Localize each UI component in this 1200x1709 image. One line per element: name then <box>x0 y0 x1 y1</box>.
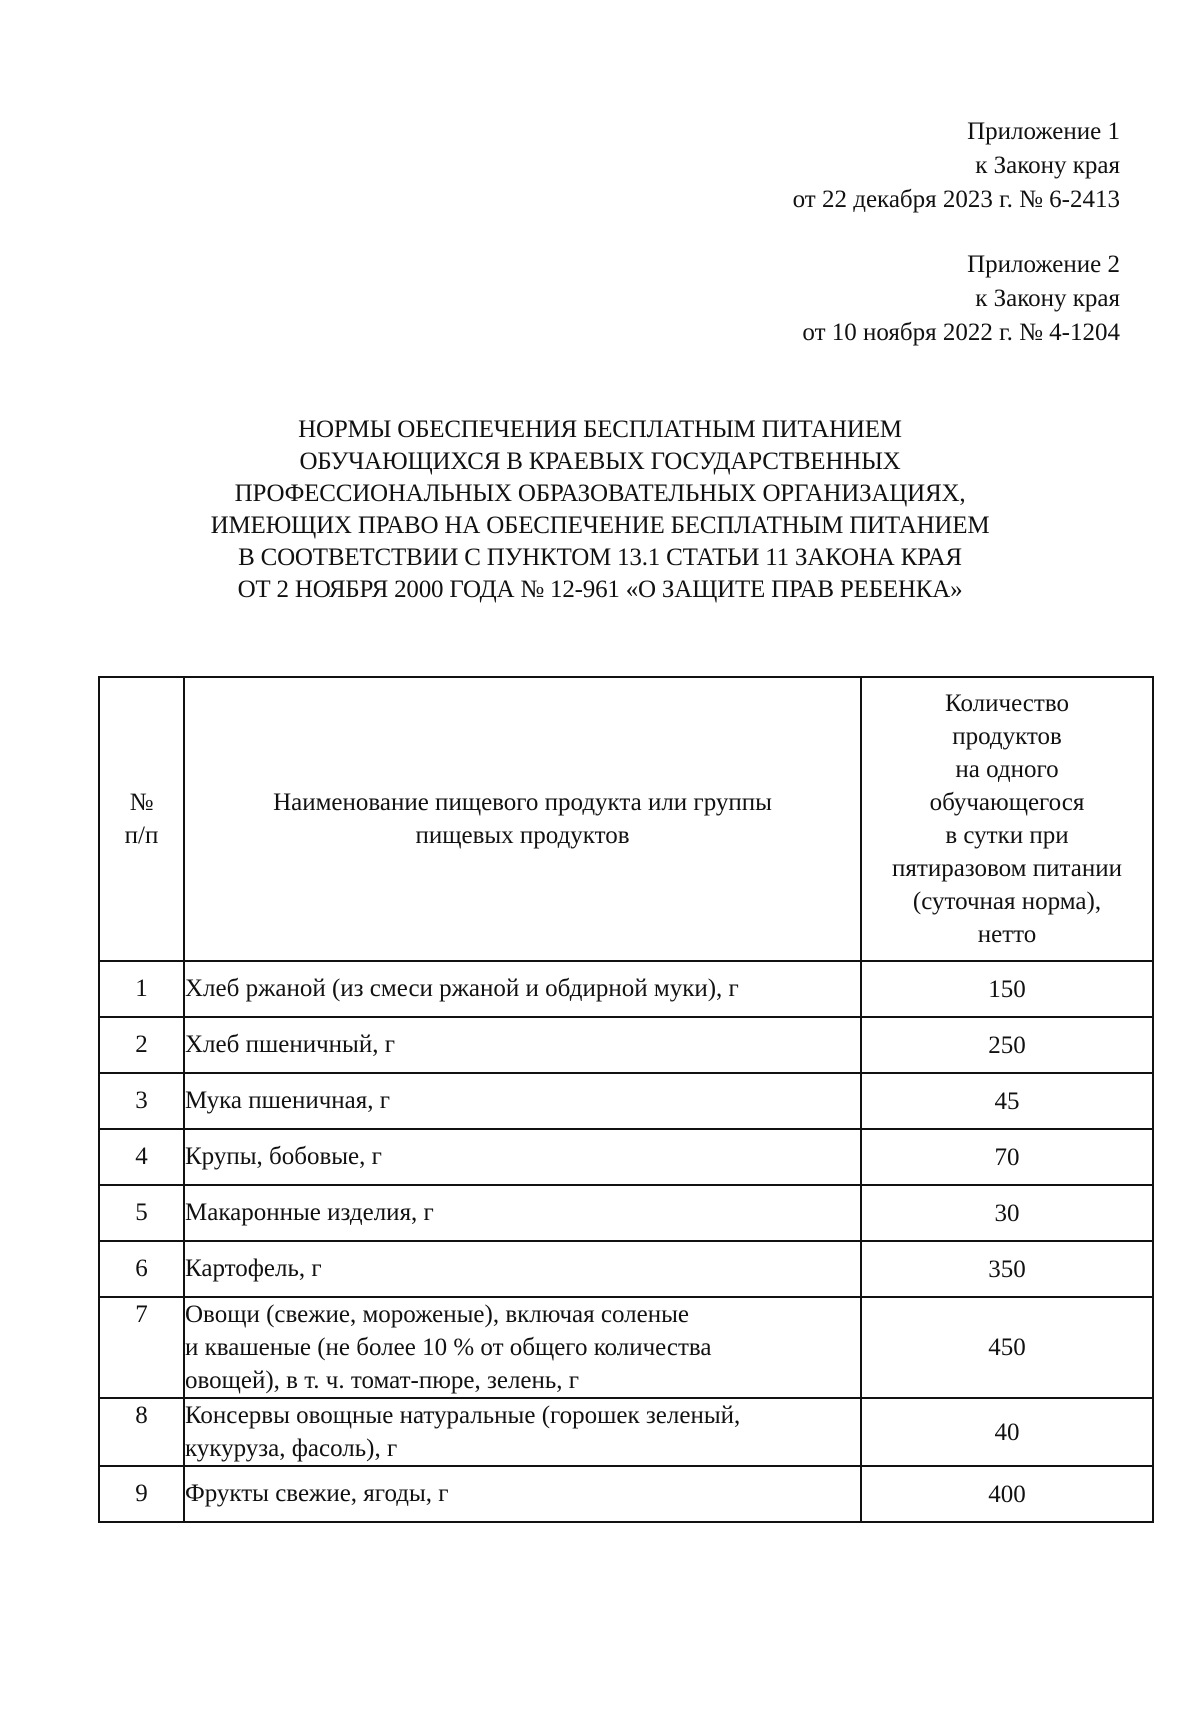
appendix-1-date: от 22 декабря 2023 г. № 6-2413 <box>792 186 1120 213</box>
product-quantity: 150 <box>861 961 1153 1017</box>
product-quantity: 45 <box>861 1073 1153 1129</box>
table-row <box>99 1185 1153 1241</box>
product-name <box>184 1241 861 1297</box>
table-row <box>99 1017 1153 1073</box>
product-name-line: Крупы, бобовые, г <box>185 1143 382 1170</box>
product-name-line: Мука пшеничная, г <box>185 1087 391 1114</box>
header-quantity-line: обучающегося <box>929 789 1085 816</box>
product-quantity: 250 <box>861 1017 1153 1073</box>
product-name <box>184 1185 861 1241</box>
product-name-line: Макаронные изделия, г <box>185 1199 434 1226</box>
title-line: НОРМЫ ОБЕСПЕЧЕНИЯ БЕСПЛАТНЫМ ПИТАНИЕМ <box>298 416 902 443</box>
product-name-line: Овощи (свежие, мороженые), включая соленые <box>185 1301 690 1328</box>
header-quantity-line: Количество <box>945 690 1069 717</box>
row-number: 4 <box>99 1129 184 1185</box>
table-row <box>99 961 1153 1017</box>
appendix-2-number: Приложение 2 <box>967 251 1120 278</box>
row-number: 1 <box>99 961 184 1017</box>
header-quantity-line: пятиразовом питании <box>892 855 1122 882</box>
header-quantity-line: в сутки при <box>945 822 1069 849</box>
table-row <box>99 1129 1153 1185</box>
product-name-line: Картофель, г <box>185 1255 322 1282</box>
header-quantity <box>861 677 1153 961</box>
header-product-name <box>184 677 861 961</box>
header-quantity-line: продуктов <box>952 723 1062 750</box>
product-name-line: Консервы овощные натуральные (горошек зеленый, <box>185 1402 741 1429</box>
header-quantity-line: (суточная норма), <box>912 888 1102 915</box>
product-quantity: 350 <box>861 1241 1153 1297</box>
title-line: В СООТВЕТСТВИИ С ПУНКТОМ 13.1 СТАТЬИ 11 ЗАКОНА КРАЯ <box>238 544 962 571</box>
title-line: ОБУЧАЮЩИХСЯ В КРАЕВЫХ ГОСУДАРСТВЕННЫХ <box>299 448 901 475</box>
row-number: 6 <box>99 1241 184 1297</box>
document-title <box>100 414 1100 606</box>
appendix-2-reference <box>802 248 1120 350</box>
title-line: ИМЕЮЩИХ ПРАВО НА ОБЕСПЕЧЕНИЕ БЕСПЛАТНЫМ ПИТАНИЕМ <box>210 512 990 539</box>
row-number: 9 <box>99 1466 184 1522</box>
table-row <box>99 1466 1153 1522</box>
product-name <box>184 1466 861 1522</box>
title-line: ПРОФЕССИОНАЛЬНЫХ ОБРАЗОВАТЕЛЬНЫХ ОРГАНИЗАЦИЯХ, <box>234 480 966 507</box>
header-product-name-line: Наименование пищевого продукта или группы <box>273 789 772 816</box>
table-row <box>99 1241 1153 1297</box>
header-product-name-line: пищевых продуктов <box>415 822 630 849</box>
row-number: 3 <box>99 1073 184 1129</box>
product-name <box>184 1297 861 1398</box>
appendix-2-law: к Закону края <box>975 285 1120 312</box>
table-header-row <box>99 677 1153 961</box>
appendix-2-date: от 10 ноября 2022 г. № 4-1204 <box>802 319 1120 346</box>
appendix-1-law: к Закону края <box>975 152 1120 179</box>
product-name-line: овощей), в т. ч. томат-пюре, зелень, г <box>185 1367 580 1394</box>
product-quantity: 400 <box>861 1466 1153 1522</box>
food-norms-table <box>98 676 1154 1523</box>
header-quantity-line: на одного <box>955 756 1059 783</box>
header-number-symbol: № <box>129 789 154 816</box>
product-name-line: Хлеб пшеничный, г <box>185 1031 395 1058</box>
product-name-line: Хлеб ржаной (из смеси ржаной и обдирной муки), г <box>185 975 739 1002</box>
header-number-abbr: п/п <box>124 822 159 849</box>
product-quantity: 70 <box>861 1129 1153 1185</box>
row-number: 7 <box>99 1297 184 1398</box>
appendix-1-reference <box>793 115 1120 217</box>
header-number <box>99 677 184 961</box>
header-quantity-line: нетто <box>977 921 1037 948</box>
product-name <box>184 1398 861 1466</box>
title-line: ОТ 2 НОЯБРЯ 2000 ГОДА № 12-961 «О ЗАЩИТЕ ПРАВ РЕБЕНКА» <box>237 576 963 603</box>
product-name-line: Фрукты свежие, ягоды, г <box>185 1480 449 1507</box>
product-quantity: 30 <box>861 1185 1153 1241</box>
product-name <box>184 1129 861 1185</box>
product-name-line: кукуруза, фасоль), г <box>185 1435 398 1462</box>
row-number: 2 <box>99 1017 184 1073</box>
row-number: 8 <box>99 1398 184 1466</box>
product-quantity: 450 <box>861 1297 1153 1398</box>
row-number: 5 <box>99 1185 184 1241</box>
product-name <box>184 1017 861 1073</box>
product-name <box>184 961 861 1017</box>
table-row <box>99 1073 1153 1129</box>
table-row <box>99 1297 1153 1398</box>
appendix-1-number: Приложение 1 <box>967 118 1120 145</box>
product-name-line: и квашеные (не более 10 % от общего количества <box>185 1334 712 1361</box>
product-quantity: 40 <box>861 1398 1153 1466</box>
product-name <box>184 1073 861 1129</box>
table-row <box>99 1398 1153 1466</box>
